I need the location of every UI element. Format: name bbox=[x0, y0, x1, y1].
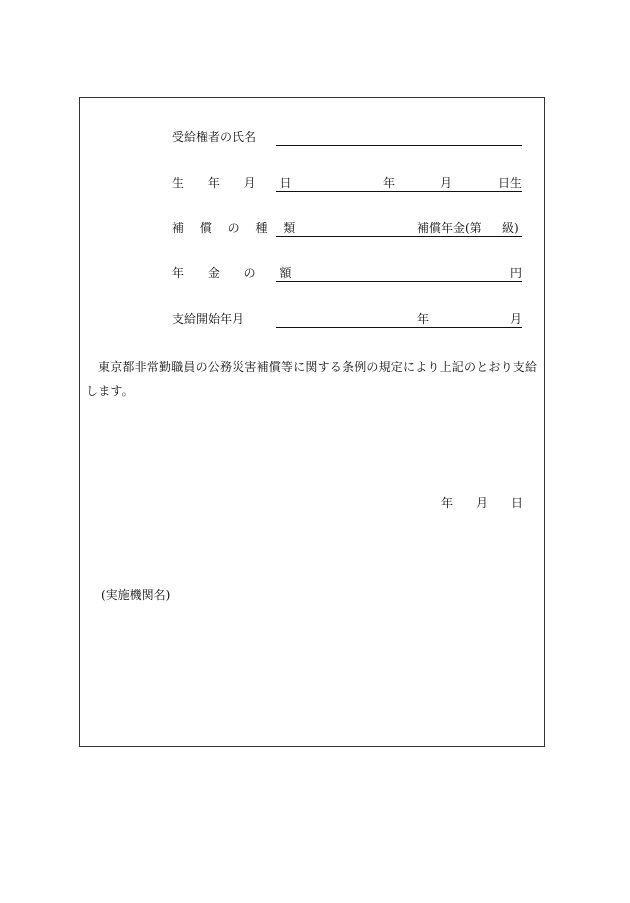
pension-amount-field[interactable] bbox=[276, 281, 522, 282]
date-year-unit: 年 bbox=[441, 496, 454, 510]
form-frame bbox=[79, 97, 545, 747]
birth-month-unit: 月 bbox=[440, 176, 453, 190]
birth-date-field[interactable] bbox=[276, 191, 522, 192]
agency-label: (実施機関名) bbox=[101, 588, 171, 602]
payment-start-field[interactable] bbox=[276, 327, 522, 328]
date-day-unit: 日 bbox=[511, 496, 524, 510]
compensation-type-value: 補償年金(第 bbox=[417, 221, 482, 235]
recipient-name-field[interactable] bbox=[276, 145, 522, 146]
pension-amount-label: 年 金 の 額 bbox=[172, 266, 302, 280]
compensation-type-row bbox=[172, 219, 522, 235]
compensation-grade-unit: 級) bbox=[502, 221, 519, 235]
statement-text: 東京都非常勤職員の公務災害補償等に関する条例の規定により上記のとおり支給します。 bbox=[86, 360, 538, 398]
payment-start-year-unit: 年 bbox=[417, 312, 430, 326]
birth-year-unit: 年 bbox=[383, 176, 396, 190]
date-month-unit: 月 bbox=[476, 496, 489, 510]
birth-date-row bbox=[172, 174, 522, 190]
payment-start-row bbox=[172, 310, 522, 326]
compensation-type-label: 補 償 の 種 類 bbox=[172, 221, 302, 235]
pension-amount-row bbox=[172, 264, 522, 280]
payment-start-label: 支給開始年月 bbox=[172, 312, 245, 326]
compensation-type-field[interactable] bbox=[276, 236, 522, 237]
recipient-name-label: 受給権者の氏名 bbox=[172, 130, 257, 144]
payment-start-month-unit: 月 bbox=[510, 312, 523, 326]
recipient-name-row bbox=[172, 128, 522, 144]
birth-day-unit: 日生 bbox=[498, 176, 523, 190]
birth-date-label: 生 年 月 日 bbox=[172, 176, 302, 190]
pension-amount-unit: 円 bbox=[510, 266, 523, 280]
